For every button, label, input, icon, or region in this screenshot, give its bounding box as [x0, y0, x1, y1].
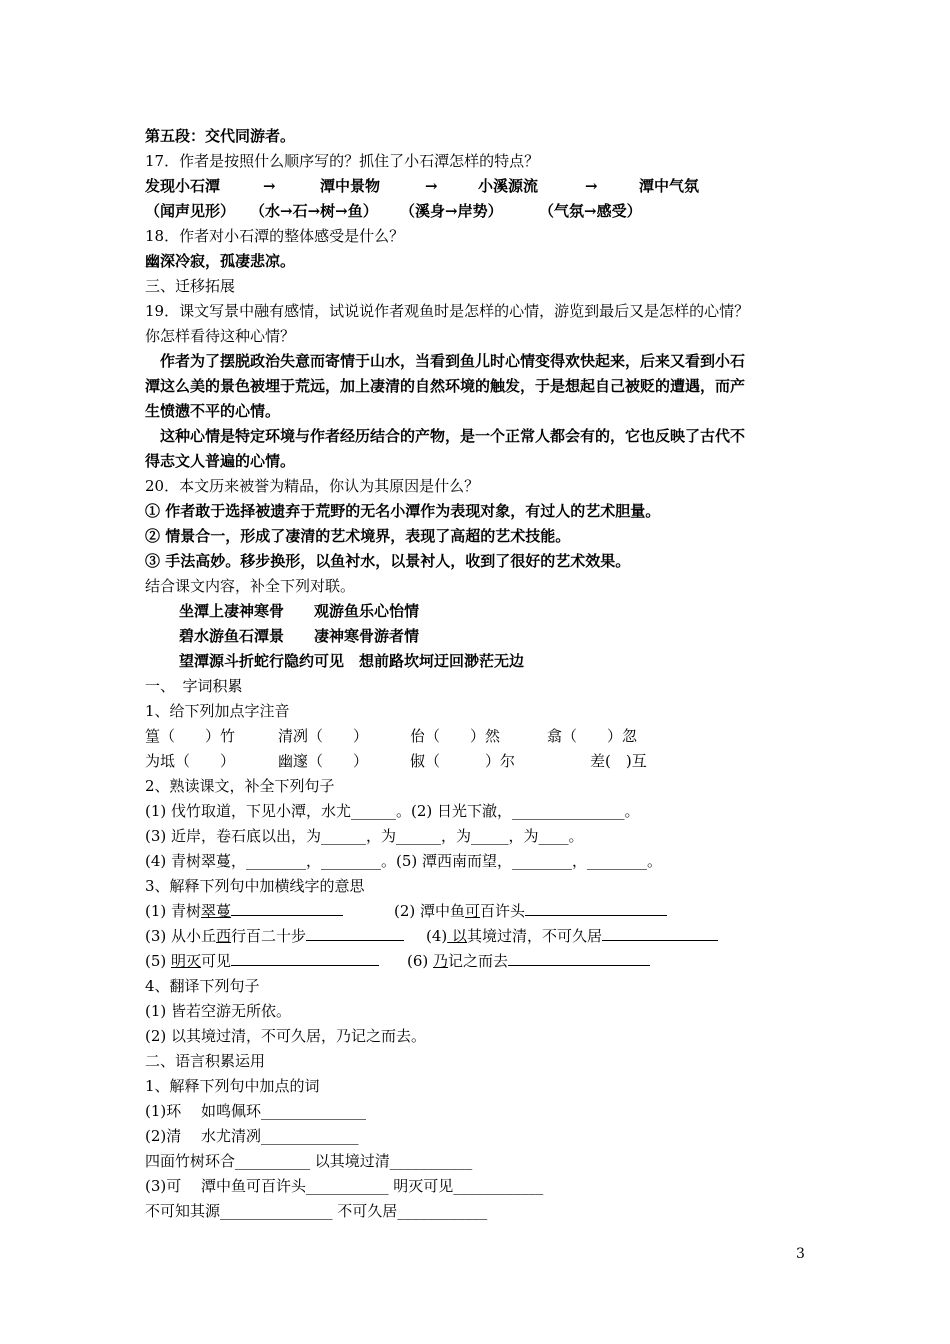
explain-row-2: [145, 924, 815, 949]
question-18: 18．作者对小石潭的整体感受是什么？: [145, 227, 405, 245]
answer-20-item1: ① 作者敢于选择被遗弃于荒野的无名小潭作为表现对象，有过人的艺术胆量。: [145, 502, 661, 520]
explain-item-5: (5) 明灭可见: [145, 949, 379, 974]
feature-3: （溪身→岸势）: [400, 202, 503, 220]
word-line-2: (2)清 水尤清冽_____________: [145, 1127, 359, 1145]
couplet-intro: 结合课文内容，补全下列对联。: [145, 577, 356, 595]
explain-item-2: (2) 潭中鱼可百许头: [394, 899, 667, 924]
question-19-line1: 19．课文写景中融有感情，试说说作者观鱼时是怎样的心情，游览到最后又是怎样的心情？: [145, 302, 750, 320]
sequence-step-1: 发现小石潭: [145, 177, 221, 195]
fill-sentence-1: (1) 伐竹取道，下见小潭，水尤______。(2) 日光下澈，_______________。: [145, 802, 640, 820]
answer-19-p1-line1: 作者为了摆脱政治失意而寄情于山水，当看到鱼儿时心情变得欢快起来，后来又看到小石: [160, 352, 746, 370]
pinyin-item: 为坻（ ）: [145, 752, 236, 770]
page-number: 3: [796, 1246, 805, 1262]
fill-sentence-2: (3) 近岸，卷石底以出，为______，为______，为_____，为____。: [145, 827, 584, 845]
sequence-step-3: 小溪源流: [478, 177, 539, 195]
answer-19-p1-line2: 潭这么美的景色被埋于荒远，加上凄清的自然环境的触发，于是想起自己被贬的遭遇，而产: [145, 377, 746, 395]
pinyin-item: 清冽（ ）: [278, 727, 369, 745]
language-heading: 二、语言积累运用: [145, 1052, 266, 1070]
question-17: 17．作者是按照什么顺序写的？抓住了小石潭怎样的特点？: [145, 152, 540, 170]
word-line-3: 四面竹树环合__________ 以其境过清___________: [145, 1152, 473, 1170]
feature-4: （气氛→感受）: [539, 202, 642, 220]
explain-item-3: (3) 从小丘西行百二十步: [145, 924, 404, 949]
word-line-4: (3)可 潭中鱼可百许头___________ 明灭可见____________: [145, 1177, 544, 1195]
answer-19-p2-line2: 得志文人普遍的心情。: [145, 452, 296, 470]
word-line-5: 不可知其源_______________ 不可久居____________: [145, 1202, 488, 1220]
arrow-icon: →: [585, 177, 598, 195]
translate-2: (2) 以其境过清，不可久居，乃记之而去。: [145, 1027, 427, 1045]
language-q1: 1、解释下列句中加点的词: [145, 1077, 320, 1095]
explain-row-3: [145, 949, 815, 974]
fill-sentence-3: (4) 青树翠蔓，________，________。(5) 潭西南而望，________，________。: [145, 852, 663, 870]
vocab-q3: 3、解释下列句中加横线字的意思: [145, 877, 365, 895]
answer-20-item3: ③ 手法高妙。移步换形，以鱼衬水，以景衬人，收到了很好的艺术效果。: [145, 552, 631, 570]
pinyin-item: 俶（ ）尔: [410, 752, 516, 770]
question-20: 20．本文历来被誉为精品，你认为其原因是什么？: [145, 477, 480, 495]
sequence-step-2: 潭中景物: [320, 177, 381, 195]
pinyin-row-1: [145, 724, 815, 749]
question-19-line2: 你怎样看待这种心情？: [145, 327, 296, 345]
pinyin-item: 篁（ ）竹: [145, 727, 236, 745]
vocab-heading: 一、 字词积累: [145, 677, 243, 695]
sequence-step-4: 潭中气氛: [639, 177, 700, 195]
vocab-q2: 2、熟读课文，补全下列句子: [145, 777, 335, 795]
feature-1: （闻声见形）: [145, 202, 236, 220]
couplet-2: 碧水游鱼石潭景 凄神寒骨游者情: [179, 627, 420, 645]
explain-item-1: (1) 青树翠蔓: [145, 899, 343, 924]
explain-item-6: (6) 乃记之而去: [407, 949, 650, 974]
explain-item-4: (4) 以其境过清，不可久居: [426, 924, 718, 949]
section5-heading: 第五段：交代同游者。: [145, 127, 296, 145]
extension-heading: 三、迁移拓展: [145, 277, 236, 295]
pinyin-item: 幽邃（ ）: [278, 752, 369, 770]
couplet-3: 望潭源斗折蛇行隐约可见 想前路坎坷迂回渺茫无边: [179, 652, 525, 670]
answer-20-item2: ② 情景合一，形成了凄清的艺术境界，表现了高超的艺术技能。: [145, 527, 571, 545]
word-line-1: (1)环 如鸣佩环______________: [145, 1102, 367, 1120]
vocab-q4: 4、翻译下列句子: [145, 977, 260, 995]
explain-row-1: [145, 899, 815, 924]
features-row: [145, 199, 815, 224]
answer-18: 幽深冷寂，孤凄悲凉。: [145, 252, 296, 270]
translate-1: (1) 皆若空游无所依。: [145, 1002, 292, 1020]
answer-19-p2-line1: 这种心情是特定环境与作者经历结合的产物，是一个正常人都会有的，它也反映了古代不: [160, 427, 746, 445]
pinyin-item: 佁（ ）然: [410, 727, 501, 745]
couplet-1: 坐潭上凄神寒骨 观游鱼乐心怡情: [179, 602, 420, 620]
answer-19-p1-line3: 生愤懑不平的心情。: [145, 402, 281, 420]
pinyin-item: 差( )互: [590, 752, 647, 770]
vocab-q1: 1、给下列加点字注音: [145, 702, 290, 720]
pinyin-item: 翕（ ）忽: [547, 727, 638, 745]
feature-2: （水→石→树→鱼）: [250, 202, 378, 220]
pinyin-row-2: [145, 749, 815, 774]
sequence-row: [145, 174, 815, 199]
arrow-icon: →: [425, 177, 438, 195]
arrow-icon: →: [263, 177, 276, 195]
